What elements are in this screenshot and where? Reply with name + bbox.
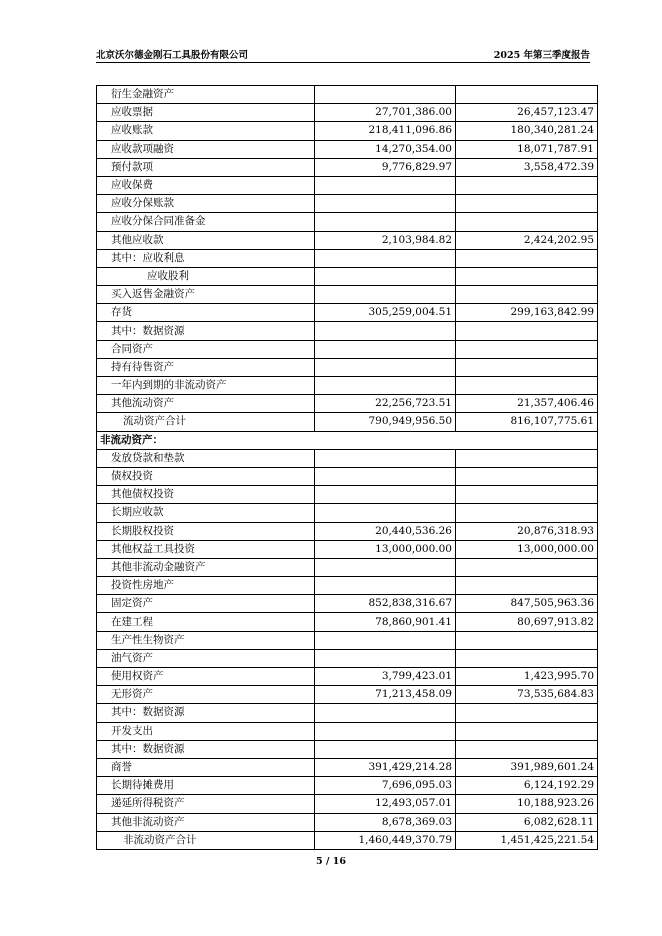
row-label: 预付款项 xyxy=(97,158,315,176)
table-row xyxy=(97,86,598,104)
current-period-value: 27,701,386.00 xyxy=(315,104,456,122)
prior-period-value: 6,124,192.29 xyxy=(456,777,598,795)
table-row xyxy=(97,722,598,740)
table-row xyxy=(97,249,598,267)
prior-period-value: 26,457,123.47 xyxy=(456,104,598,122)
row-label: 发放贷款和垫款 xyxy=(97,449,315,467)
row-label: 开发支出 xyxy=(97,722,315,740)
row-label: 买入返售金融资产 xyxy=(97,286,315,304)
table-row xyxy=(97,486,598,504)
prior-period-value xyxy=(456,577,598,595)
table-row xyxy=(97,176,598,194)
current-period-value: 3,799,423.01 xyxy=(315,668,456,686)
current-period-value xyxy=(315,267,456,285)
prior-period-value: 10,188,923.26 xyxy=(456,795,598,813)
prior-period-value xyxy=(456,558,598,576)
current-period-value xyxy=(315,86,456,104)
row-label: 其他非流动金融资产 xyxy=(97,558,315,576)
prior-period-value: 3,558,472.39 xyxy=(456,158,598,176)
table-row xyxy=(97,431,598,449)
table-row xyxy=(97,467,598,485)
table-row xyxy=(97,686,598,704)
current-period-value: 8,678,369.03 xyxy=(315,813,456,831)
current-period-value: 790,949,956.50 xyxy=(315,413,456,431)
row-label: 应收股利 xyxy=(97,267,315,285)
table-row xyxy=(97,631,598,649)
row-label: 债权投资 xyxy=(97,467,315,485)
prior-period-value xyxy=(456,449,598,467)
current-period-value xyxy=(315,249,456,267)
balance-sheet-table xyxy=(96,85,598,850)
table-row xyxy=(97,777,598,795)
row-label: 衍生金融资产 xyxy=(97,86,315,104)
prior-period-value xyxy=(456,267,598,285)
prior-period-value xyxy=(456,322,598,340)
prior-period-value xyxy=(456,213,598,231)
prior-period-value xyxy=(456,649,598,667)
prior-period-value xyxy=(456,504,598,522)
row-label: 应收分保账款 xyxy=(97,195,315,213)
current-period-value xyxy=(315,286,456,304)
row-label: 商誉 xyxy=(97,758,315,776)
company-name: 北京沃尔德金刚石工具股份有限公司 xyxy=(96,50,249,61)
table-row xyxy=(97,122,598,140)
current-period-value xyxy=(315,467,456,485)
table-row xyxy=(97,158,598,176)
row-label: 一年内到期的非流动资产 xyxy=(97,377,315,395)
current-period-value: 14,270,354.00 xyxy=(315,140,456,158)
table-row xyxy=(97,140,598,158)
row-label: 在建工程 xyxy=(97,613,315,631)
current-period-value xyxy=(315,722,456,740)
prior-period-value: 180,340,281.24 xyxy=(456,122,598,140)
current-period-value xyxy=(315,504,456,522)
table-row xyxy=(97,322,598,340)
table-row xyxy=(97,449,598,467)
prior-period-value: 13,000,000.00 xyxy=(456,540,598,558)
table-row xyxy=(97,195,598,213)
page-number: 5 / 16 xyxy=(316,856,346,867)
report-title: 2025 年第三季度报告 xyxy=(493,50,590,61)
row-label: 其他流动资产 xyxy=(97,395,315,413)
current-period-value xyxy=(315,649,456,667)
table-row xyxy=(97,522,598,540)
table-row xyxy=(97,595,598,613)
current-period-value: 852,838,316.67 xyxy=(315,595,456,613)
prior-period-value xyxy=(456,249,598,267)
prior-period-value: 73,535,684.83 xyxy=(456,686,598,704)
row-label: 其中：数据资源 xyxy=(97,322,315,340)
current-period-value xyxy=(315,431,456,449)
row-label: 非流动资产合计 xyxy=(97,831,315,849)
table-row xyxy=(97,231,598,249)
row-label: 其他非流动资产 xyxy=(97,813,315,831)
current-period-value: 7,696,095.03 xyxy=(315,777,456,795)
row-label: 其他应收款 xyxy=(97,231,315,249)
current-period-value: 13,000,000.00 xyxy=(315,540,456,558)
table-row xyxy=(97,377,598,395)
current-period-value: 218,411,096.86 xyxy=(315,122,456,140)
table-row xyxy=(97,740,598,758)
current-period-value: 22,256,723.51 xyxy=(315,395,456,413)
table-row xyxy=(97,358,598,376)
prior-period-value xyxy=(456,86,598,104)
current-period-value xyxy=(315,340,456,358)
prior-period-value xyxy=(456,431,598,449)
prior-period-value xyxy=(456,286,598,304)
table-row xyxy=(97,286,598,304)
prior-period-value: 80,697,913.82 xyxy=(456,613,598,631)
prior-period-value: 816,107,775.61 xyxy=(456,413,598,431)
table-row xyxy=(97,395,598,413)
table-row xyxy=(97,831,598,849)
prior-period-value: 6,082,628.11 xyxy=(456,813,598,831)
prior-period-value: 299,163,842.99 xyxy=(456,304,598,322)
row-label: 合同资产 xyxy=(97,340,315,358)
prior-period-value xyxy=(456,340,598,358)
current-period-value: 71,213,458.09 xyxy=(315,686,456,704)
row-label: 应收票据 xyxy=(97,104,315,122)
prior-period-value: 18,071,787.91 xyxy=(456,140,598,158)
row-label: 无形资产 xyxy=(97,686,315,704)
table-row xyxy=(97,813,598,831)
row-label: 其中：数据资源 xyxy=(97,704,315,722)
prior-period-value xyxy=(456,377,598,395)
current-period-value: 9,776,829.97 xyxy=(315,158,456,176)
current-period-value xyxy=(315,486,456,504)
table-row xyxy=(97,704,598,722)
current-period-value: 12,493,057.01 xyxy=(315,795,456,813)
current-period-value: 78,860,901.41 xyxy=(315,613,456,631)
table-row xyxy=(97,104,598,122)
row-label: 应收账款 xyxy=(97,122,315,140)
prior-period-value: 20,876,318.93 xyxy=(456,522,598,540)
current-period-value xyxy=(315,704,456,722)
current-period-value xyxy=(315,358,456,376)
row-label: 存货 xyxy=(97,304,315,322)
table-row xyxy=(97,649,598,667)
current-period-value xyxy=(315,740,456,758)
current-period-value xyxy=(315,377,456,395)
row-label: 长期应收款 xyxy=(97,504,315,522)
page-header xyxy=(96,46,590,63)
prior-period-value xyxy=(456,631,598,649)
table-row xyxy=(97,340,598,358)
row-label: 流动资产合计 xyxy=(97,413,315,431)
prior-period-value: 1,423,995.70 xyxy=(456,668,598,686)
table-row xyxy=(97,504,598,522)
row-label: 使用权资产 xyxy=(97,668,315,686)
current-period-value xyxy=(315,449,456,467)
current-period-value: 1,460,449,370.79 xyxy=(315,831,456,849)
table-row xyxy=(97,577,598,595)
row-label: 油气资产 xyxy=(97,649,315,667)
table-row xyxy=(97,558,598,576)
prior-period-value: 847,505,963.36 xyxy=(456,595,598,613)
current-period-value: 391,429,214.28 xyxy=(315,758,456,776)
table-row xyxy=(97,213,598,231)
prior-period-value xyxy=(456,704,598,722)
current-period-value xyxy=(315,195,456,213)
row-label: 其他债权投资 xyxy=(97,486,315,504)
prior-period-value: 1,451,425,221.54 xyxy=(456,831,598,849)
current-period-value: 20,440,536.26 xyxy=(315,522,456,540)
current-period-value xyxy=(315,577,456,595)
current-period-value xyxy=(315,322,456,340)
prior-period-value xyxy=(456,467,598,485)
row-label: 其中：应收利息 xyxy=(97,249,315,267)
current-period-value xyxy=(315,558,456,576)
table-row xyxy=(97,413,598,431)
row-label: 长期股权投资 xyxy=(97,522,315,540)
row-label: 应收保费 xyxy=(97,176,315,194)
table-row xyxy=(97,267,598,285)
current-period-value xyxy=(315,213,456,231)
table-row xyxy=(97,795,598,813)
row-label: 生产性生物资产 xyxy=(97,631,315,649)
prior-period-value xyxy=(456,176,598,194)
row-label: 递延所得税资产 xyxy=(97,795,315,813)
table-row xyxy=(97,758,598,776)
current-period-value: 2,103,984.82 xyxy=(315,231,456,249)
prior-period-value xyxy=(456,358,598,376)
row-label: 固定资产 xyxy=(97,595,315,613)
prior-period-value: 2,424,202.95 xyxy=(456,231,598,249)
prior-period-value xyxy=(456,722,598,740)
table-row xyxy=(97,540,598,558)
row-label: 投资性房地产 xyxy=(97,577,315,595)
row-label: 非流动资产： xyxy=(97,431,315,449)
row-label: 应收分保合同准备金 xyxy=(97,213,315,231)
row-label: 其中：数据资源 xyxy=(97,740,315,758)
row-label: 长期待摊费用 xyxy=(97,777,315,795)
table-row xyxy=(97,668,598,686)
current-period-value xyxy=(315,631,456,649)
prior-period-value: 21,357,406.46 xyxy=(456,395,598,413)
prior-period-value xyxy=(456,195,598,213)
prior-period-value: 391,989,601.24 xyxy=(456,758,598,776)
prior-period-value xyxy=(456,740,598,758)
row-label: 应收款项融资 xyxy=(97,140,315,158)
row-label: 其他权益工具投资 xyxy=(97,540,315,558)
table-row xyxy=(97,304,598,322)
current-period-value: 305,259,004.51 xyxy=(315,304,456,322)
current-period-value xyxy=(315,176,456,194)
row-label: 持有待售资产 xyxy=(97,358,315,376)
prior-period-value xyxy=(456,486,598,504)
table-row xyxy=(97,613,598,631)
